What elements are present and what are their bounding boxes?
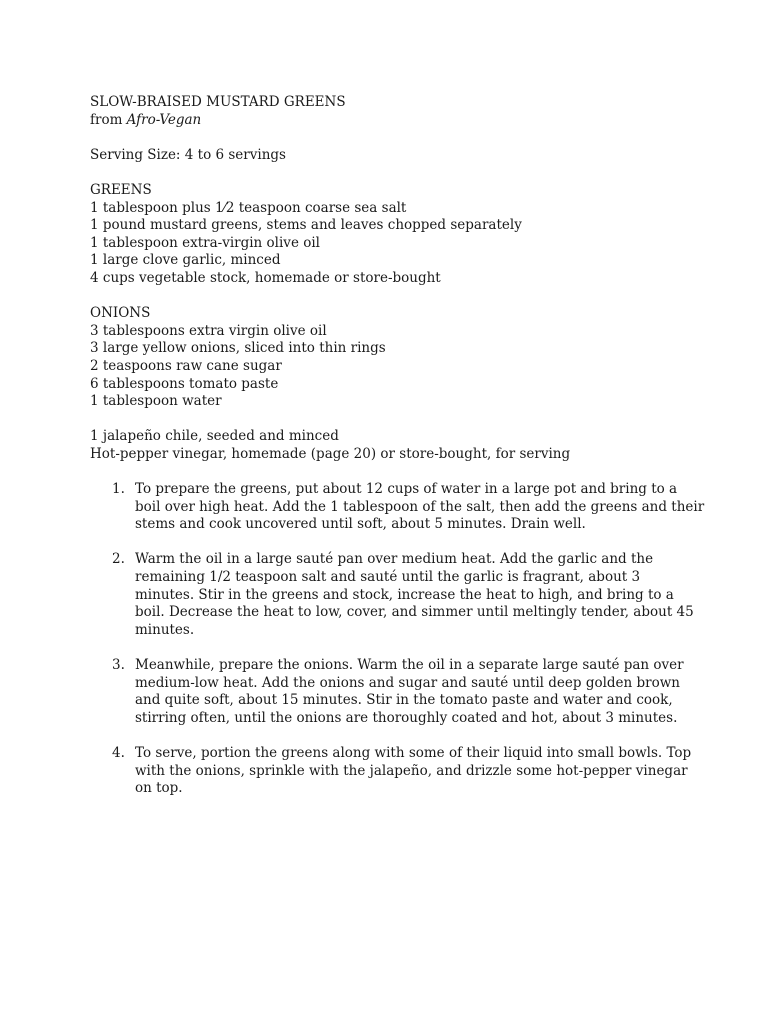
instruction-step [90,745,690,798]
step-line: minutes. Stir in the greens and stock, increase the heat to high, and bring to a [135,586,674,603]
serving-size: Serving Size: 4 to 6 servings [90,146,286,163]
step-line: To prepare the greens, put about 12 cups of water in a large pot and bring to a [135,481,678,498]
step-line: minutes. [135,621,195,638]
step-text [135,481,705,534]
step-number: 1. [112,481,125,498]
recipe-source [90,112,690,130]
step-line: and quite soft, about 15 minutes. Stir in the tomato paste and water and cook, [135,692,673,709]
step-line: stems and cook uncovered until soft, about 5 minutes. Drain well. [135,516,586,533]
step-line: on top. [135,780,183,797]
ingredient-item: 3 tablespoons extra virgin olive oil [90,322,327,339]
step-text [135,657,695,727]
ingredient-item: Hot-pepper vinegar, homemade (page 20) or store-bought, for serving [90,445,571,462]
ingredient-item: 1 jalapeño chile, seeded and minced [90,428,339,445]
source-prefix: from [90,111,127,128]
step-text [135,745,695,798]
step-line: medium-low heat. Add the onions and sugar and sauté until deep golden brown [135,674,681,691]
source-book-title: Afro-Vegan [126,111,202,128]
step-number: 4. [112,744,125,761]
ingredient-item: 3 large yellow onions, sliced into thin rings [90,340,386,357]
onions-section [90,305,690,411]
recipe-document [90,94,705,815]
ingredient-item: 4 cups vegetable stock, homemade or store-bought [90,269,441,286]
step-number: 2. [112,551,125,568]
ingredient-item: 1 pound mustard greens, stems and leaves chopped separately [90,217,522,234]
step-text [135,551,695,639]
step-line: Warm the oil in a large sauté pan over medium heat. Add the garlic and the [135,551,654,568]
step-number: 3. [112,657,125,673]
recipe-title: SLOW-BRAISED MUSTARD GREENS [90,94,346,110]
step-line: boil over high heat. Add the 1 tablespoon of the salt, then add the greens and their [135,498,705,515]
ingredient-item: 1 large clove garlic, minced [90,252,281,269]
instructions-list [90,481,705,798]
extras-section [90,428,690,463]
ingredient-item: 1 tablespoon plus 1⁄2 teaspoon coarse sea salt [90,199,407,216]
step-line: remaining 1/2 teaspoon salt and sauté until the garlic is fragrant, about 3 [135,569,641,586]
greens-section [90,182,690,288]
step-line: stirring often, until the onions are thoroughly coated and hot, about 3 minutes. [135,709,678,726]
onions-heading: ONIONS [90,305,151,322]
ingredient-item: 6 tablespoons tomato paste [90,375,279,392]
step-line: with the onions, sprinkle with the jalapeño, and drizzle some hot-pepper vinegar [135,762,688,779]
ingredient-item: 1 tablespoon extra-virgin olive oil [90,234,320,251]
instruction-step [90,657,690,727]
step-line: To serve, portion the greens along with some of their liquid into small bowls. Top [135,744,692,761]
step-line: Meanwhile, prepare the onions. Warm the oil in a separate large sauté pan over [135,657,684,673]
step-line: boil. Decrease the heat to low, cover, and simmer until meltingly tender, about 45 [135,604,694,621]
instruction-step [90,551,694,639]
instruction-step [90,481,705,534]
ingredient-item: 1 tablespoon water [90,393,222,410]
ingredient-item: 2 teaspoons raw cane sugar [90,357,282,374]
greens-heading: GREENS [90,181,152,198]
